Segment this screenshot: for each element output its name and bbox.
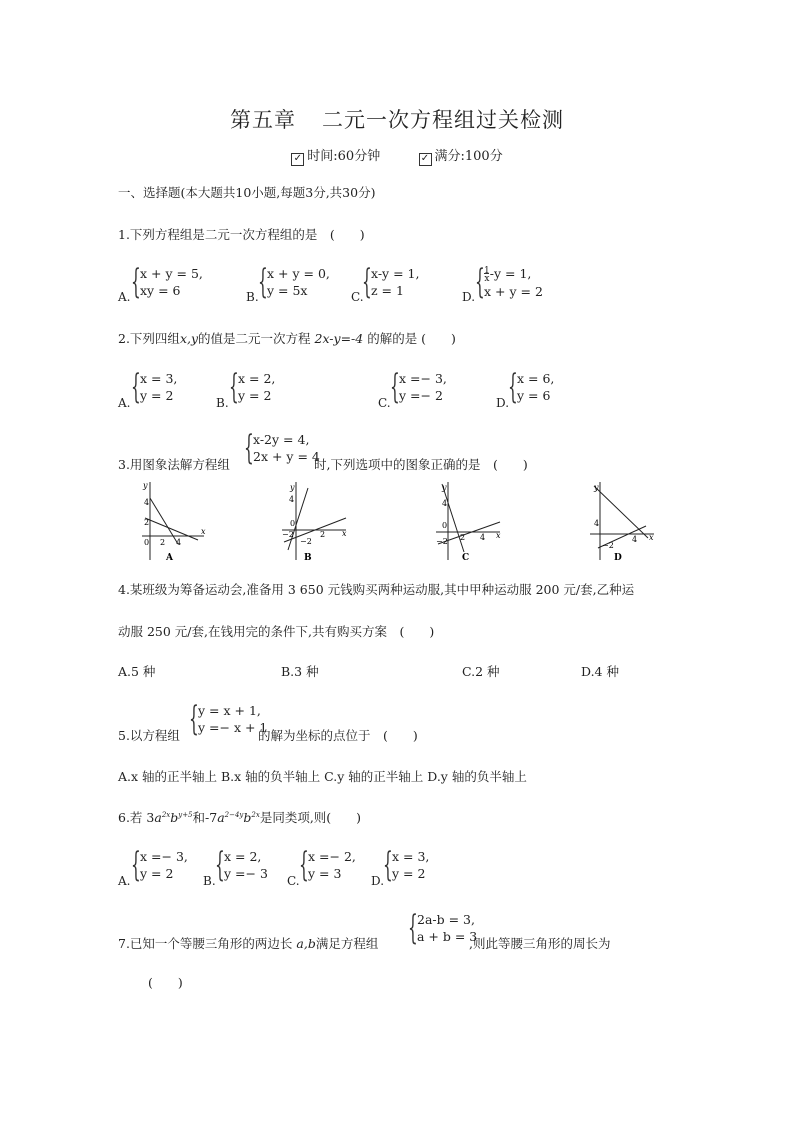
tick-label: −2	[282, 530, 294, 539]
axis-label: x	[201, 527, 206, 536]
option-label: D.	[462, 290, 476, 304]
question-7-stem-post: ,则此等腰三角形的周长为	[469, 936, 611, 951]
question-6-stem: 6.若 $3a^{2x}b^{y+5}$和$-7a^{2-4y}b^{2x}$是同类项,则( )	[118, 810, 362, 825]
tick-label: 4	[632, 535, 638, 544]
option-label: A.	[118, 396, 131, 410]
axis-label: x	[496, 531, 501, 540]
checkbox-icon: ✓	[291, 153, 304, 166]
option-label: C.	[287, 874, 300, 888]
option-label: B.	[216, 396, 229, 410]
tick-label: 2	[144, 518, 150, 527]
answer-blank: ( )	[148, 975, 183, 990]
question-7-stem-pre: 7.已知一个等腰三角形的两边长 a,b满足方程组	[118, 936, 379, 951]
tick-label: 0	[442, 521, 448, 530]
equation-system: { 2a-b = 3, a + b = 3	[408, 908, 478, 948]
option-label: D.	[371, 874, 385, 888]
option-label: B.	[246, 290, 259, 304]
graph-label: B	[304, 553, 312, 563]
axis-label: y	[290, 483, 295, 492]
graph-c	[434, 478, 504, 566]
option-d: D.4 种	[581, 664, 619, 679]
tick-label: 2	[460, 533, 466, 542]
question-4-line1: 4.某班级为筹备运动会,准备用 3 650 元钱购买两种运动服,其中甲种运动服 200 元/套,乙种运	[118, 582, 635, 597]
equation-system: { x = 2, y = 2	[229, 367, 276, 407]
tick-label: 4	[480, 533, 486, 542]
option-label: B.	[203, 874, 216, 888]
equation-system: { x = 3, y = 2	[383, 845, 430, 885]
tick-label: 4	[289, 495, 295, 504]
equation-system: { x =− 3, y = 2	[131, 845, 188, 885]
equation-system: { x = 2, y =− 3	[215, 845, 268, 885]
equation-system: { x-y = 1, z = 1	[362, 262, 420, 302]
tick-label: −2	[300, 537, 312, 546]
graph-label: C	[462, 553, 470, 563]
question-1-stem: 1.下列方程组是二元一次方程组的是 ( )	[118, 227, 365, 242]
option-label: C.	[351, 290, 364, 304]
section-heading: 一、选择题(本大题共10小题,每题3分,共30分)	[118, 185, 376, 200]
question-5-stem-post: 的解为坐标的点位于 ( )	[258, 728, 418, 743]
equation-system: { x + y = 5, xy = 6	[131, 262, 203, 302]
tick-label: 4	[176, 538, 182, 547]
time-label: 时间:60分钟	[307, 149, 381, 164]
equation-system: { 1 x-y = 1, x + y = 2	[475, 262, 543, 302]
graph-d	[586, 478, 656, 566]
tick-label: 0	[144, 538, 150, 547]
question-5-stem-pre: 5.以方程组	[118, 728, 180, 743]
option-label: A.	[118, 290, 131, 304]
equation-system: { x + y = 0, y = 5x	[258, 262, 330, 302]
exam-info	[0, 145, 794, 165]
equation-system: { x =− 3, y =− 2	[390, 367, 447, 407]
tick-label: 2	[160, 538, 166, 547]
equation-system: { x =− 2, y = 3	[299, 845, 356, 885]
option-c: C.2 种	[462, 664, 500, 679]
tick-label: 4	[442, 499, 448, 508]
option-label: D.	[496, 396, 510, 410]
tick-label: −2	[602, 541, 614, 550]
question-5-options: A.x 轴的正半轴上 B.x 轴的负半轴上 C.y 轴的正半轴上 D.y 轴的负半轴上	[118, 769, 527, 784]
axis-label: x	[649, 533, 654, 542]
question-2-stem: 2.下列四组x,y的值是二元一次方程 2x-y=-4 的解的是 ( )	[118, 331, 456, 346]
tick-label: 4	[144, 498, 150, 507]
axis-label: x	[342, 529, 347, 538]
graph-a	[138, 478, 208, 566]
equation-system: { x-2y = 4, 2x + y = 4	[244, 428, 320, 468]
axis-label: y	[143, 481, 148, 490]
axis-label: y	[594, 483, 599, 492]
axis-label: y	[442, 483, 447, 492]
question-3-stem-post: 时,下列选项中的图象正确的是 ( )	[314, 457, 528, 472]
tick-label: 2	[320, 530, 326, 539]
graph-label: A	[166, 553, 173, 563]
tick-label: −2	[436, 537, 448, 546]
option-a: A.5 种	[118, 664, 156, 679]
option-label: A.	[118, 874, 131, 888]
equation-system: { x = 6, y = 6	[508, 367, 555, 407]
tick-label: 4	[594, 519, 600, 528]
graph-label: D	[614, 553, 622, 563]
equation-system: { x = 3, y = 2	[131, 367, 178, 407]
question-4-line2: 动服 250 元/套,在钱用完的条件下,共有购买方案 ( )	[118, 624, 435, 639]
equation-system: { y = x + 1, y =− x + 1	[189, 699, 268, 739]
page-title: 第五章 二元一次方程组过关检测	[230, 108, 564, 132]
graph-b	[280, 478, 350, 566]
checkbox-icon: ✓	[419, 153, 432, 166]
tick-label: 0	[290, 519, 296, 528]
score-label: 满分:100分	[434, 149, 503, 164]
option-b: B.3 种	[281, 664, 319, 679]
option-label: C.	[378, 396, 391, 410]
question-3-stem-pre: 3.用图象法解方程组	[118, 457, 230, 472]
